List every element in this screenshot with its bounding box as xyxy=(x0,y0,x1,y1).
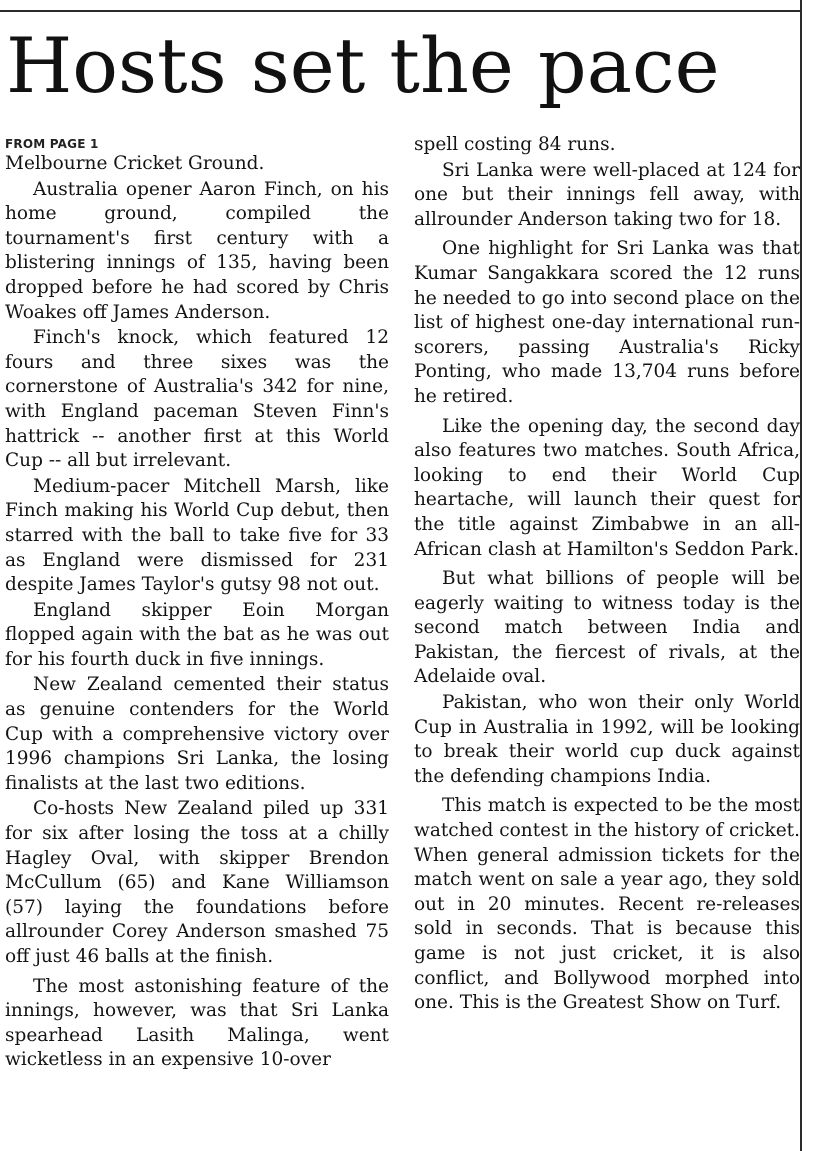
right-column xyxy=(414,133,800,1017)
paragraph: Finch's knock, which featured 12 fours and three sixes was the cornerstone of Australia's 342 for nine, with England paceman Steven Finn's hattrick -- another first at this World Cup -- all but irrelevant. xyxy=(5,327,389,472)
headline: Hosts set the pace xyxy=(6,21,720,110)
paragraph: Like the opening day, the second day also features two matches. South Africa, looking to end their World Cup heartache, will launch their quest for the title against Zimbabwe in an all-African clash at Hamilton's Seddon Park. xyxy=(414,415,800,560)
paragraph: Sri Lanka were well-placed at 124 for one but their innings fell away, with allrounder Anderson taking two for 18. xyxy=(414,159,800,230)
paragraph: Co-hosts New Zealand piled up 331 for six after losing the toss at a chilly Hagley Oval, with skipper Brendon McCullum (65) and Kane Williamson (57) laying the foundations before allrounder Corey Anderson smashed 75 off just 46 balls at the finish. xyxy=(5,798,389,967)
paragraph: But what billions of people will be eagerly waiting to witness today is the second match between India and Pakistan, the fiercest of rivals, at the Adelaide oval. xyxy=(414,568,800,688)
paragraph: England skipper Eoin Morgan flopped again with the bat as he was out for his fourth duck in five innings. xyxy=(5,599,389,670)
column-rule-right xyxy=(800,0,802,1151)
paragraph: Medium-pacer Mitchell Marsh, like Finch making his World Cup debut, then starred with the ball to take five for 33 as England were dismissed for 231 despite James Taylor's gutsy 98 not out. xyxy=(5,475,389,596)
paragraph: New Zealand cemented their status as genuine contenders for the World Cup with a comprehensive victory over 1996 champions Sri Lanka, the losing finalists at the last two editions. xyxy=(5,674,389,794)
paragraph: One highlight for Sri Lanka was that Kumar Sangakkara scored the 12 runs he needed to go into second place on the list of highest one-day international run-scorers, passing Australia's Ricky Ponting, who made 13,704 runs before he retired. xyxy=(414,238,800,407)
paragraph: The most astonishing feature of the innings, however, was that Sri Lanka spearhead Lasith Malinga, went wicketless in an expensive 10-over xyxy=(5,975,389,1071)
left-column xyxy=(5,136,389,1074)
paragraph: Pakistan, who won their only World Cup in Australia in 1992, will be looking to break their world cup duck against the defending champions India. xyxy=(414,692,800,787)
kicker-from-page: FROM PAGE 1 xyxy=(5,137,99,151)
paragraph: spell costing 84 runs. xyxy=(414,134,616,155)
paragraph: Melbourne Cricket Ground. xyxy=(5,153,265,174)
paragraph: This match is expected to be the most watched contest in the history of cricket. When general admission tickets for the match went on sale a year ago, they sold out in 20 minutes. Recent re-releases sold in seconds. That is because this game is not just cricket, it is also conflict, and Bollywood morphed into one. This is the Greatest Show on Turf. xyxy=(414,795,800,1014)
top-rule xyxy=(0,10,802,12)
paragraph: Australia opener Aaron Finch, on his home ground, compiled the tournament's first century with a blistering innings of 135, having been dropped before he had scored by Chris Woakes off James Anderson. xyxy=(5,178,389,323)
